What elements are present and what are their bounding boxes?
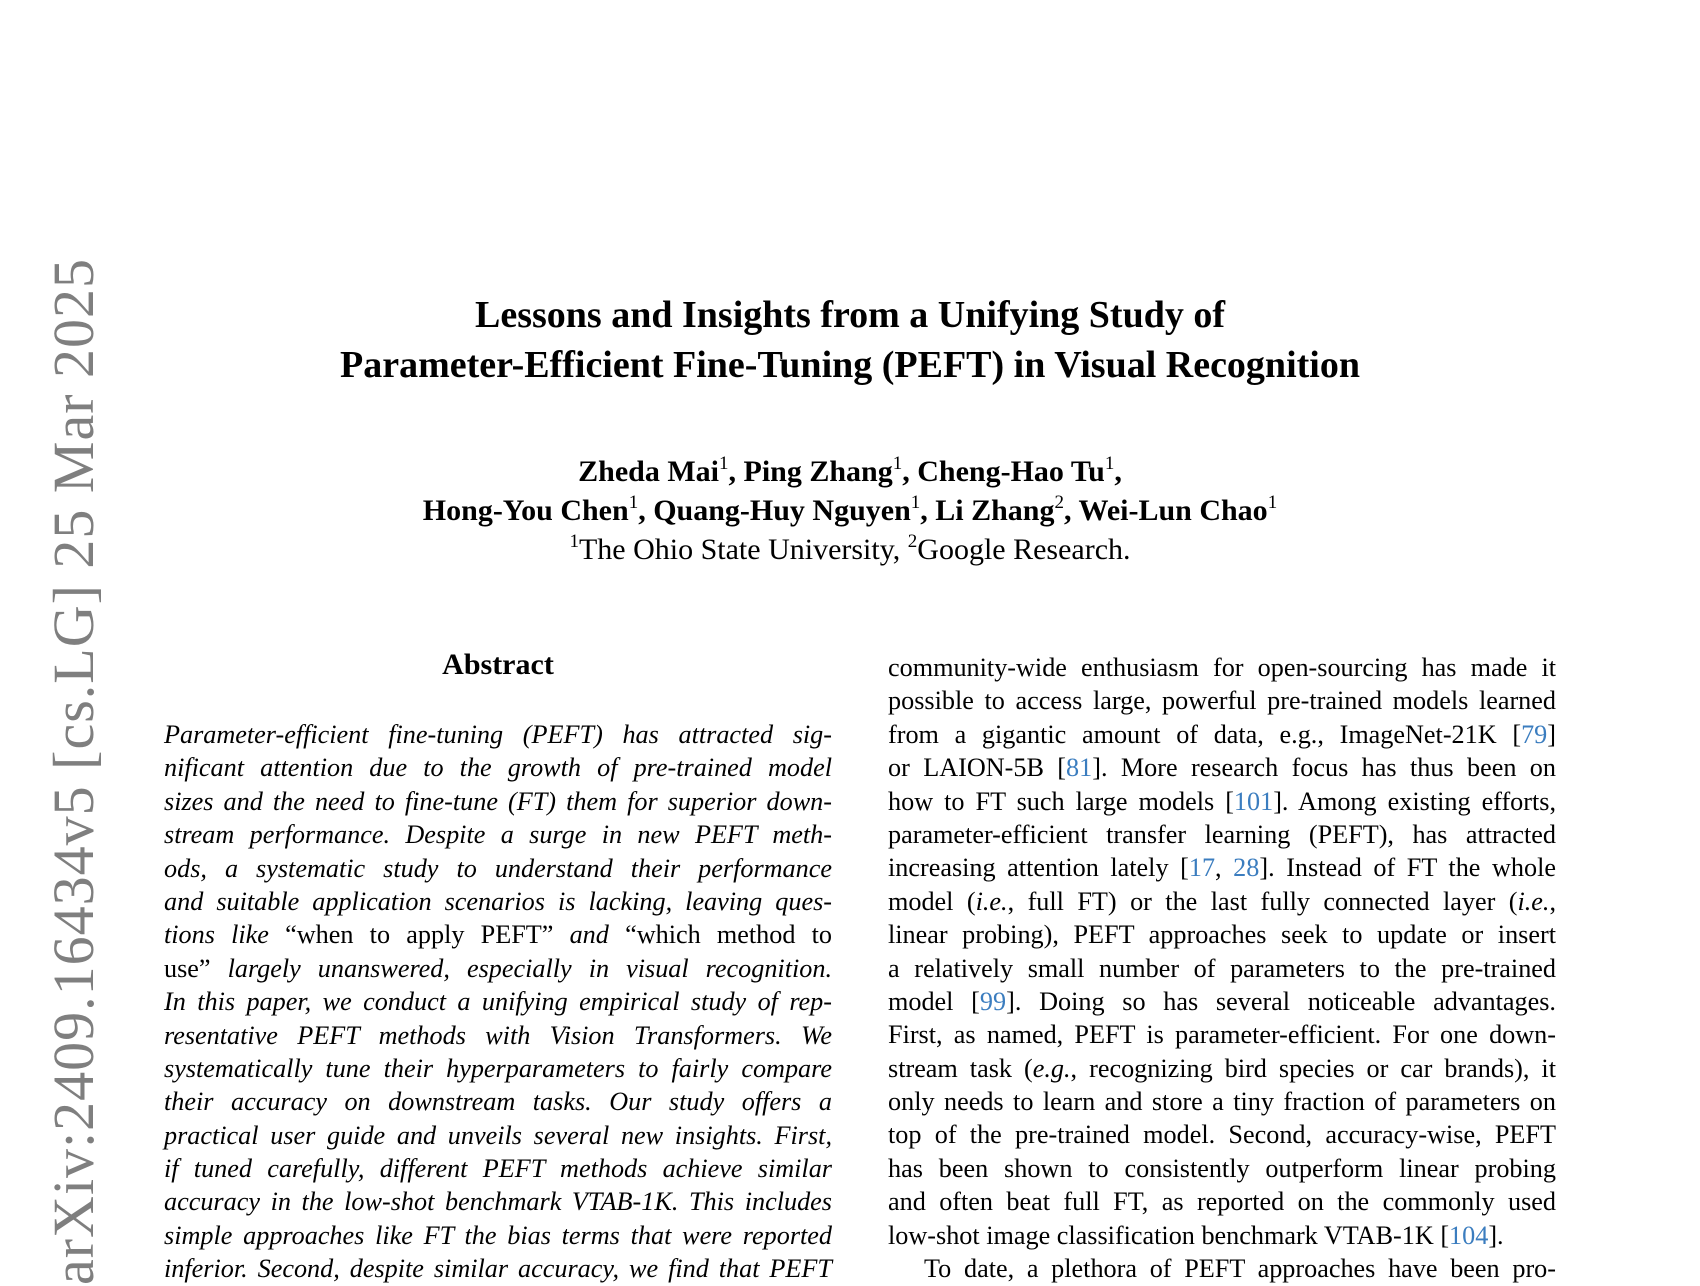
text-run: low-shot image classification benchmark VTAB-1K [ bbox=[888, 1220, 1450, 1250]
text-run: , full FT) or the last fully connected layer ( bbox=[1007, 886, 1518, 916]
abstract-line: if tuned carefully, different PEFT methods achieve similar bbox=[164, 1154, 832, 1184]
abstract-line: resentative PEFT methods with Vision Transformers. We bbox=[164, 1020, 832, 1050]
intro-line bbox=[888, 785, 1556, 818]
affiliation-marker: 1 bbox=[1104, 453, 1115, 474]
author-name: Wei-Lun Chao bbox=[1078, 494, 1268, 527]
text-run: ]. Doing so has several noticeable advantages. bbox=[1006, 986, 1556, 1016]
affiliations bbox=[0, 530, 1700, 569]
text-run: and bbox=[553, 920, 626, 950]
affiliation-marker: 1 bbox=[910, 492, 921, 513]
affiliation-marker: 1 bbox=[719, 453, 729, 474]
intro-line: community-wide enthusiasm for open-sourcing has made it bbox=[888, 653, 1556, 682]
author-name: Hong-You Chen bbox=[422, 494, 629, 527]
author-name: Li Zhang bbox=[935, 494, 1055, 527]
title-line-1: Lessons and Insights from a Unifying Study of bbox=[475, 294, 1225, 336]
quoted-text: “which method to bbox=[625, 920, 833, 950]
paper-title bbox=[0, 290, 1700, 390]
citation-link[interactable]: 104 bbox=[1449, 1220, 1489, 1250]
italic-abbrev: e.g. bbox=[1032, 1053, 1071, 1083]
affiliation-name: The Ohio State University, bbox=[578, 533, 908, 566]
citation-link[interactable]: 79 bbox=[1521, 719, 1548, 749]
separator: , bbox=[902, 455, 918, 488]
intro-line: linear probing), PEFT approaches seek to update or insert bbox=[888, 920, 1556, 950]
text-run: stream task ( bbox=[888, 1053, 1033, 1083]
text-run: how to FT such large models [ bbox=[888, 786, 1234, 816]
intro-line bbox=[888, 985, 1556, 1018]
intro-line bbox=[888, 751, 1556, 784]
text-run: tions like bbox=[164, 920, 286, 950]
citation-link[interactable]: 81 bbox=[1066, 753, 1093, 783]
abstract-heading: Abstract bbox=[442, 648, 554, 681]
intro-line: only needs to learn and store a tiny fraction of parameters on bbox=[888, 1087, 1556, 1117]
abstract-line: and suitable application scenarios is lacking, leaving ques- bbox=[164, 886, 832, 916]
abstract-line: Parameter-efficient fine-tuning (PEFT) has attracted sig- bbox=[164, 720, 832, 749]
intro-line: parameter-efficient transfer learning (PEFT), has attracted bbox=[888, 819, 1556, 849]
author-name: Zheda Mai bbox=[578, 455, 720, 488]
intro-line bbox=[888, 718, 1556, 751]
abstract-line: In this paper, we conduct a unifying empirical study of rep- bbox=[164, 987, 832, 1017]
text-run: ]. bbox=[1488, 1220, 1504, 1250]
abstract-body bbox=[164, 718, 832, 1286]
author-line-2 bbox=[0, 491, 1700, 530]
intro-line: possible to access large, powerful pre-trained models learned bbox=[888, 686, 1556, 716]
abstract-line: stream performance. Despite a surge in new PEFT meth- bbox=[164, 820, 832, 850]
citation-link[interactable]: 99 bbox=[979, 986, 1007, 1016]
abstract-line bbox=[164, 952, 832, 985]
intro-line: has been shown to consistently outperform linear probing bbox=[888, 1153, 1556, 1183]
affiliation-marker: 1 bbox=[892, 453, 903, 474]
abstract-line: accuracy in the low-shot benchmark VTAB-1K. This includes bbox=[164, 1187, 832, 1217]
citation-link[interactable]: 28 bbox=[1233, 853, 1260, 883]
text-run: ]. More research focus has thus been on bbox=[1092, 753, 1556, 783]
separator: , bbox=[920, 494, 936, 527]
author-name: Ping Zhang bbox=[743, 455, 893, 488]
text-run: ]. Among existing efforts, bbox=[1273, 786, 1556, 816]
separator: , bbox=[1114, 455, 1122, 488]
abstract-line: sizes and the need to fine-tune (FT) them for superior down- bbox=[164, 786, 832, 816]
affiliation-marker: 1 bbox=[1267, 492, 1278, 513]
author-name: Cheng-Hao Tu bbox=[917, 455, 1105, 488]
abstract-line: nificant attention due to the growth of pre-trained model bbox=[164, 753, 832, 783]
separator: , bbox=[638, 494, 654, 527]
text-run: model [ bbox=[888, 986, 980, 1016]
text-run: , bbox=[1215, 853, 1234, 883]
title-line-2: Parameter-Efficient Fine-Tuning (PEFT) in Visual Recognition bbox=[340, 344, 1360, 386]
abstract-line: practical user guide and unveils several new insights. First, bbox=[164, 1120, 832, 1150]
abstract-line: ods, a systematic study to understand their performance bbox=[164, 853, 832, 883]
intro-paragraph-start: To date, a plethora of PEFT approaches have been pro- bbox=[924, 1254, 1556, 1284]
arxiv-identifier-margin: arXiv:2409.16434v5 [cs.LG] 25 Mar 2025 bbox=[41, 257, 106, 1285]
quoted-text: “when to apply PEFT” bbox=[285, 920, 554, 950]
intro-line bbox=[888, 851, 1556, 884]
affiliation-number: 1 bbox=[569, 531, 579, 552]
affiliation-marker: 2 bbox=[1054, 492, 1064, 513]
intro-line: and often beat full FT, as reported on the commonly used bbox=[888, 1187, 1556, 1217]
text-run: , recognizing bird species or car brands), it bbox=[1070, 1053, 1556, 1083]
separator: , bbox=[1064, 494, 1079, 527]
text-run: ]. Instead of FT the whole bbox=[1259, 853, 1556, 883]
intro-line: First, as named, PEFT is parameter-efficient. For one down- bbox=[888, 1020, 1556, 1050]
affiliation-name: Google Research. bbox=[917, 533, 1131, 566]
quoted-text: use” bbox=[164, 953, 211, 983]
text-run: largely unanswered, especially in visual recognition. bbox=[210, 953, 832, 983]
intro-line: top of the pre-trained model. Second, accuracy-wise, PEFT bbox=[888, 1120, 1556, 1150]
author-line-1 bbox=[0, 452, 1700, 491]
abstract-line bbox=[164, 918, 832, 951]
intro-line: a relatively small number of parameters to the pre-trained bbox=[888, 953, 1556, 983]
abstract-line: inferior. Second, despite similar accuracy, we find that PEFT bbox=[164, 1254, 832, 1284]
abstract-line: their accuracy on downstream tasks. Our study offers a bbox=[164, 1087, 832, 1117]
author-name: Quang-Huy Nguyen bbox=[653, 494, 911, 527]
text-run: ] bbox=[1547, 719, 1556, 749]
intro-line bbox=[888, 885, 1556, 918]
abstract-line: systematically tune their hyperparameters to fairly compare bbox=[164, 1053, 832, 1083]
text-run: or LAION-5B [ bbox=[888, 753, 1067, 783]
citation-link[interactable]: 101 bbox=[1233, 786, 1274, 816]
introduction-body bbox=[888, 651, 1556, 1285]
intro-line bbox=[888, 1052, 1556, 1085]
author-list bbox=[0, 452, 1700, 530]
intro-line bbox=[888, 1219, 1556, 1252]
text-run: model ( bbox=[888, 886, 976, 916]
affiliation-number: 2 bbox=[907, 531, 918, 552]
text-run: from a gigantic amount of data, e.g., ImageNet-21K [ bbox=[888, 719, 1522, 749]
italic-abbrev: i.e. bbox=[975, 886, 1008, 916]
italic-abbrev: i.e. bbox=[1517, 886, 1550, 916]
separator: , bbox=[728, 455, 744, 488]
text-run: increasing attention lately [ bbox=[888, 853, 1189, 883]
affiliation-marker: 1 bbox=[628, 492, 639, 513]
text-run: , bbox=[1549, 886, 1556, 916]
abstract-line: simple approaches like FT the bias terms that were reported bbox=[164, 1220, 832, 1250]
citation-link[interactable]: 17 bbox=[1188, 853, 1216, 883]
